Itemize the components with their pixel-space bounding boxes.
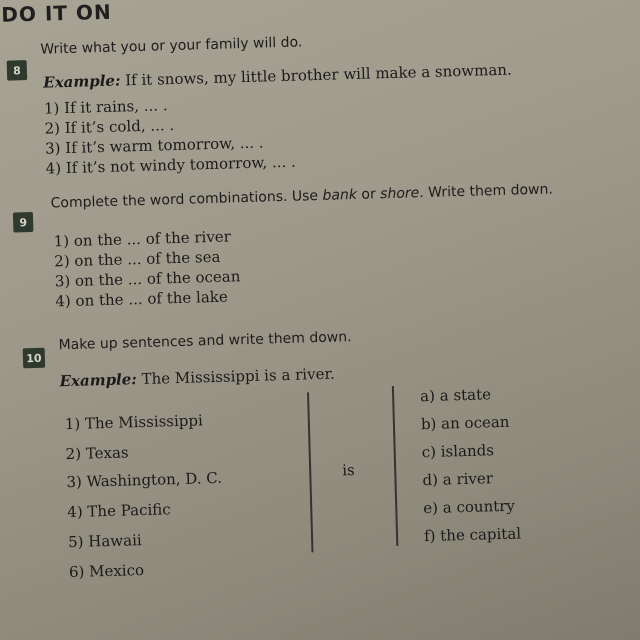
- example-label: Example:: [59, 370, 138, 391]
- exercise-10-left-4: 4) The Pacific: [67, 500, 171, 522]
- exercise-8-item-3: 3) If it’s warm tomorrow, ... .: [44, 133, 264, 158]
- exercise-10-left-2: 2) Texas: [65, 443, 129, 464]
- exercise-8-example: [43, 61, 512, 92]
- exercise-10-right-b: b) an ocean: [420, 412, 510, 434]
- word-bank: bank: [322, 186, 358, 204]
- exercise-9-item-1: 1) on the ... of the river: [53, 227, 232, 251]
- word-shore: shore: [379, 185, 420, 203]
- column-divider-left: [307, 392, 313, 552]
- exercise-10-instruction: Make up sentences and write them down.: [58, 329, 352, 354]
- exercise-8-item-2: 2) If it’s cold, ... .: [44, 115, 175, 138]
- example-text: The Mississippi is a river.: [141, 364, 335, 389]
- exercise-8-number: 8: [7, 60, 28, 81]
- exercise-9-item-4: 4) on the ... of the lake: [55, 287, 228, 311]
- exercise-10-left-1: 1) The Mississippi: [64, 411, 204, 434]
- exercise-10-right-e: e) a country: [423, 496, 516, 518]
- exercise-10-left-3: 3) Washington, D. C.: [66, 468, 223, 492]
- column-divider-right: [392, 386, 398, 546]
- exercise-10-right-a: a) a state: [419, 385, 492, 406]
- exercise-10-middle: is: [341, 461, 355, 480]
- exercise-10-number: 10: [23, 348, 46, 369]
- example-text: If it snows, my little brother will make a snowman.: [124, 60, 512, 90]
- exercise-8-item-1: 1) If it rains, ... .: [43, 96, 168, 118]
- exercise-9-number: 9: [13, 212, 34, 233]
- instruction-part: or: [356, 186, 381, 203]
- exercise-9-item-2: 2) on the ... of the sea: [54, 247, 221, 271]
- exercise-10-right-f: f) the capital: [423, 524, 522, 546]
- exercise-8-instruction: Write what you or your family will do.: [40, 34, 303, 58]
- instruction-part: Complete the word combinations. Use: [50, 187, 323, 212]
- exercise-10-right-d: d) a river: [422, 469, 494, 490]
- exercise-10-right-c: c) islands: [421, 441, 495, 462]
- exercise-9-item-3: 3) on the ... of the ocean: [54, 267, 241, 291]
- exercise-10-example: [59, 365, 335, 391]
- example-label: Example:: [43, 71, 121, 92]
- section-heading: DO IT ON: [1, 0, 113, 27]
- exercise-10-left-5: 5) Hawaii: [67, 531, 142, 552]
- exercise-10-left-6: 6) Mexico: [68, 561, 145, 582]
- exercise-8-item-4: 4) If it’s not windy tomorrow, ... .: [45, 152, 297, 178]
- instruction-part: . Write them down.: [419, 181, 554, 202]
- exercise-9-instruction: [50, 181, 553, 211]
